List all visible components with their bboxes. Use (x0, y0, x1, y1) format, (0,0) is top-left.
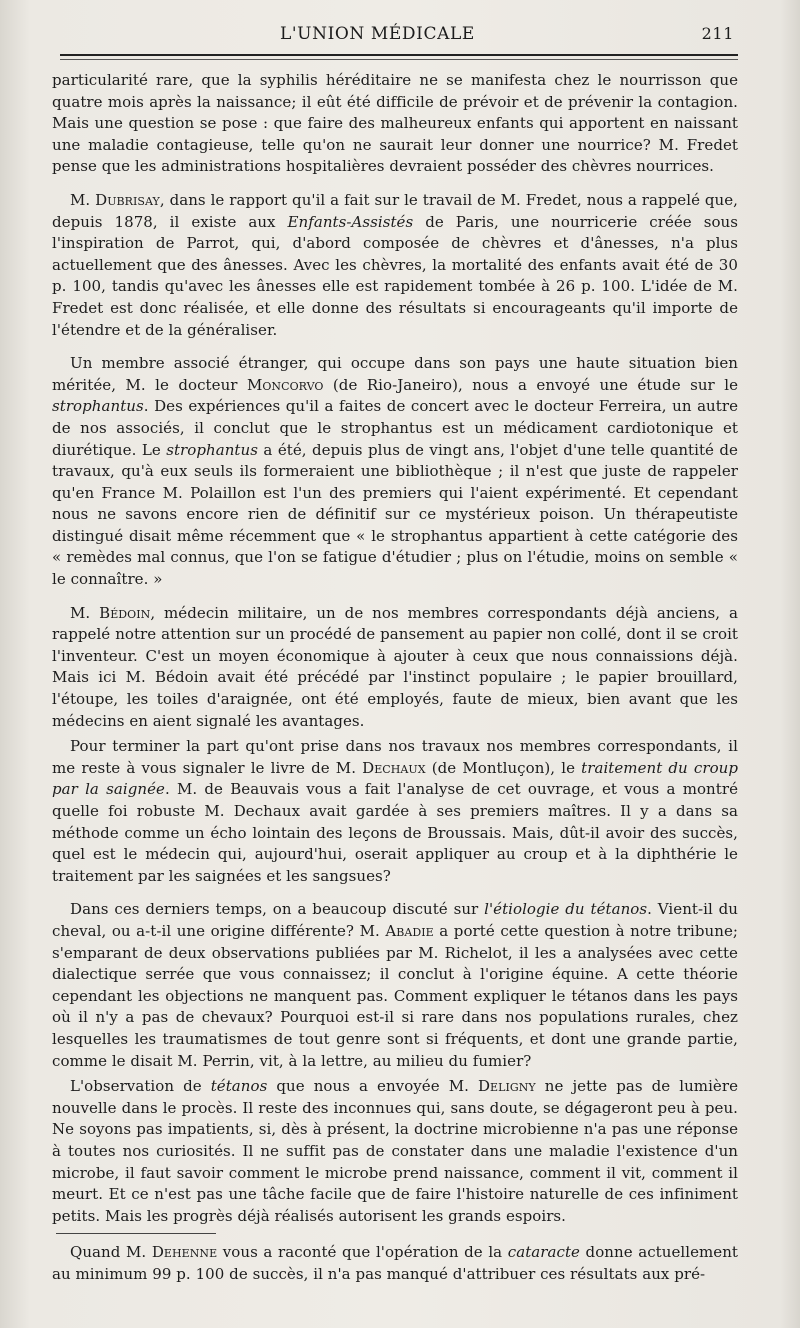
header-rule (60, 54, 738, 56)
emphasis: cataracte (507, 1243, 580, 1262)
author-name: Deligny (477, 1077, 536, 1096)
emphasis: tétanos (210, 1077, 268, 1096)
author-name: Bédoin (99, 603, 151, 622)
emphasis: Enfants-Assistés (287, 212, 414, 231)
author-name: Dehenne (151, 1243, 218, 1262)
author-name: Dechaux (362, 758, 426, 777)
page-number: 211 (701, 24, 734, 43)
emphasis: strophantus (52, 397, 144, 416)
paragraph-dubrisay: M. Dubrisay, dans le rapport qu'il a fait sur le travail de M. Fredet, nous a rappelé que, depuis 1878, il existe aux Enfants-Assistés de Paris, une nourricerie créée sous l'inspiration de Parrot, qui, d'abord composée de chèvres et d'ânesses, n'a plus actuellement que des ânesses. Avec les chèvres, la mortalité des enfants avait été de 30 p. 100, tandis qu'avec les ânesses elle est rapidement tombée à 26 p. 100. L'idée de M. Fredet est donc réalisée, et elle donne des résultats si encourageants qu'il importe de l'étendre et de la généraliser. (52, 190, 739, 339)
running-header (52, 24, 738, 44)
author-name: Abadie (385, 921, 434, 940)
header-rule-thin (60, 59, 738, 60)
paragraph-moncorvo: Un membre associé étranger, qui occupe dans son pays une haute situation bien méritée, M. le docteur Moncorvo (de Rio-Janeiro), nous a envoyé une étude sur le strophantus. Des expériences qu'il a faites de concert avec le docteur Ferreira, un autre de nos associés, il conclut que le strophantus est un médicament cardiotonique et diurétique. Le strophantus a été, depuis plus de vingt ans, l'objet d'une telle quantité de travaux, qu'à eux seuls ils formeraient une bibliothèque ; il n'est que juste de rappeler qu'en France M. Polaillon est l'un des premiers qui l'aient expérimenté. Et cependant nous ne savons encore rien de définitif sur ce mystérieux poison. Un thérapeutiste distingué disait même récemment que « le strophantus appartient à cette catégorie des « remèdes mal connus, que l'on se fatigue d'étudier ; plus on l'étudie, moins on semble « le connaître. » (52, 354, 738, 589)
paragraph-tetanos: Dans ces derniers temps, on a beaucoup discuté sur l'étiologie du tétanos. Vient-il du cheval, ou a-t-il une origine différente? M. Abadie a porté cette question à notre tribune; s'emparant de deux observations publiées par M. Richelot, il les a analysées avec cette dialectique serrée que vous connaissez; il conclut à l'origine équine. A cette théorie cependant les objections ne manquent pas. Comment expliquer le tétanos dans les pays où il n'y a pas de chevaux? Pourquoi est-il si rare dans nos populations rurales, chez lesquelles les traumatismes de tout genre sont si fréquents, et dont une grande partie, comme le disait M. Perrin, vit, à la lettre, au milieu du fumier? (52, 900, 739, 1070)
author-name: Moncorvo (246, 375, 324, 394)
emphasis: l'étiologie du tétanos (484, 900, 648, 919)
paragraph-deligny: L'observation de tétanos que nous a envoyée M. Deligny ne jette pas de lumière nouvelle dans le procès. Il reste des inconnues qui, sans doute, se dégageront peu à peu. Ne soyons pas impatients, si, dès à présent, la doctrine microbienne n'a pas une réponse à toutes nos curiosités. Il ne suffit pas de constater dans une maladie l'existence d'un microbe, il faut savoir comment le microbe prend naissance, comment il vit, comment il meurt. Et ce n'est pas une tâche facile que de faire l'histoire naturelle de ces infiniment petits. Mais les progrès déjà réalisés autorisent les grands espoirs. (52, 1077, 738, 1225)
section-rule (56, 1233, 216, 1234)
author-name: Dubrisay (95, 190, 160, 209)
paragraph-bedoin: M. Bédoin, médecin militaire, un de nos membres correspondants déjà anciens, a rappelé notre attention sur un procédé de pansement au papier non collé, dont il se croit l'inventeur. C'est un moyen économique à ajouter à ceux que nous connaissions déjà. Mais ici M. Bédoin avait été précédé par l'instinct populaire ; le papier brouillard, l'étoupe, les toiles d'araignée, ont été employés, faute de mieux, bien avant que les médecins en aient signalé les avantages. (52, 603, 738, 730)
emphasis: strophantus (166, 440, 258, 459)
emphasis: traitement du croup par la saignée (52, 758, 739, 799)
paragraph-syphilis: particularité rare, que la syphilis héréditaire ne se manifesta chez le nourrisson que quatre mois après la naissance; il eût été difficile de prévoir et de prévenir la contagion. Mais une question se pose : que faire des malheureux enfants qui apportent en naissant une maladie contagieuse, telle qu'on ne saurait leur donner une nourrice? M. Fredet pense que les administrations hospitalières devraient posséder des chèvres nourrices. (52, 71, 738, 176)
article-body (52, 70, 738, 1285)
journal-title: L'UNION MÉDICALE (280, 24, 475, 44)
paragraph-dehenne: Quand M. Dehenne vous a raconté que l'opération de la cataracte donne actuellement au minimum 99 p. 100 de succès, il n'a pas manqué d'attribuer ces résultats aux pré- (52, 1243, 738, 1283)
paragraph-dechaux: Pour terminer la part qu'ont prise dans nos travaux nos membres correspondants, il me reste à vous signaler le livre de M. Dechaux (de Montluçon), le traitement du croup par la saignée. M. de Beauvais vous a fait l'analyse de cet ouvrage, et vous a montré quelle foi robuste M. Dechaux avait gardée à ses premiers maîtres. Il y a dans sa méthode comme un écho lointain des leçons de Broussais. Mais, dût-il avoir des succès, quel est le médecin qui, aujourd'hui, oserait appliquer au croup et à la diphthérie le traitement par les saignées et les sangsues? (52, 737, 739, 885)
